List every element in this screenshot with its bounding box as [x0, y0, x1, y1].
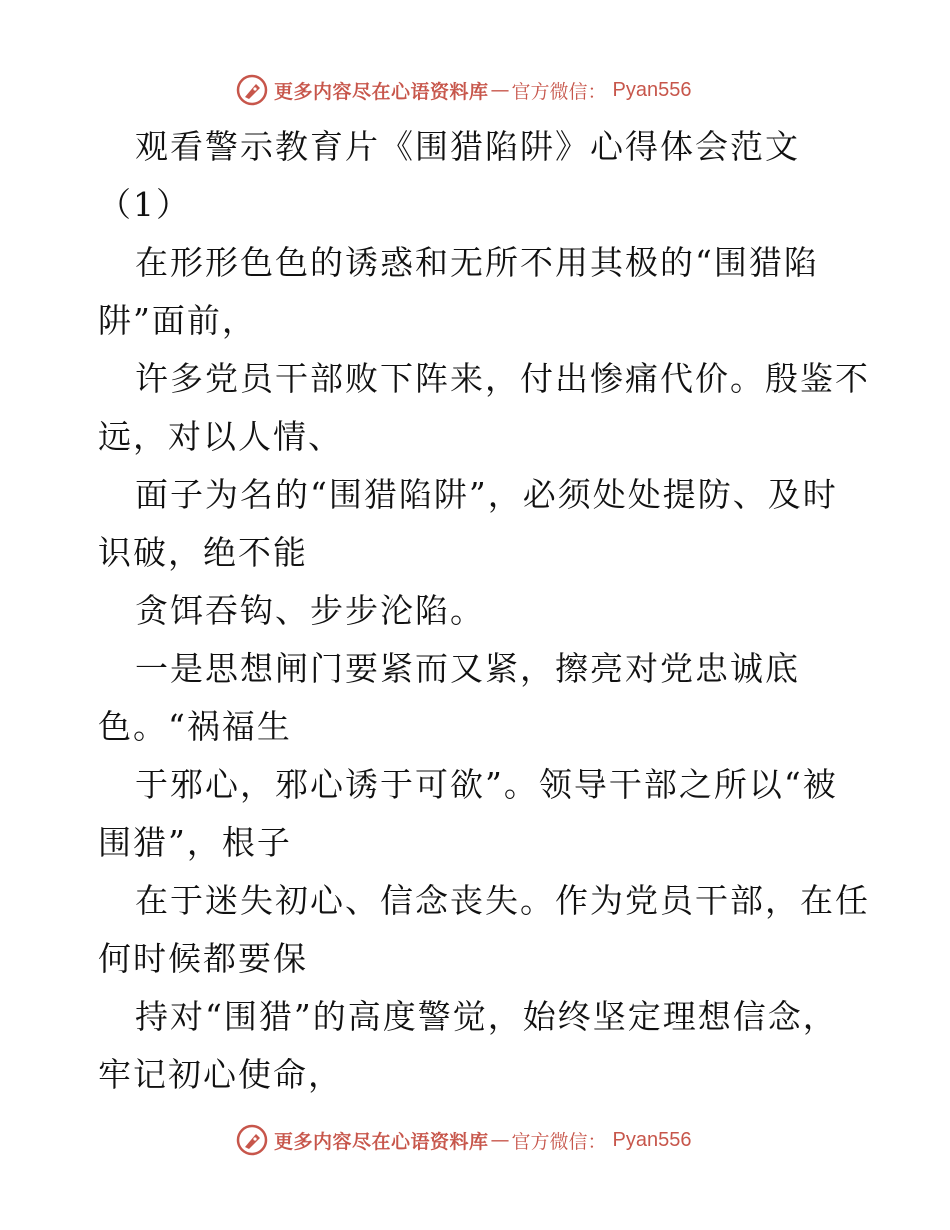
paragraph-line: 牢记初心使命， — [98, 1055, 343, 1094]
banner-dash: — — [490, 79, 510, 101]
paragraph-line: 在于迷失初心、信念丧失。作为党员干部，在任 — [135, 881, 870, 920]
footer-banner — [236, 1122, 692, 1158]
header-banner — [236, 72, 692, 108]
paragraph-line: 面子为名的“围猎陷阱”，必须处处提防、及时 — [135, 475, 838, 514]
banner-brand-text: 更多内容尽在心语资料库 — [274, 1130, 489, 1153]
paragraph-line: 阱”面前， — [98, 301, 257, 340]
pen-nib-logo-icon — [236, 1124, 268, 1156]
banner-wechat-id: Pyan556 — [612, 78, 692, 101]
paragraph-line: 于邪心，邪心诱于可欲”。领导干部之所以“被 — [135, 765, 838, 804]
paragraph-line: 一是思想闸门要紧而又紧，擦亮对党忠诚底 — [135, 649, 800, 688]
paragraph-line: 持对“围猎”的高度警觉，始终坚定理想信念， — [135, 997, 838, 1036]
paragraph-line: 围猎”，根子 — [98, 823, 292, 862]
pen-nib-logo-icon — [236, 74, 268, 106]
paragraph-line: 远，对以人情、 — [98, 417, 343, 456]
banner-dash: — — [490, 1129, 510, 1151]
banner-brand-text: 更多内容尽在心语资料库 — [274, 80, 489, 103]
paragraph-line: 色。“祸福生 — [98, 707, 292, 746]
document-title: 观看警示教育片《围猎陷阱》心得体会范文 — [135, 127, 800, 166]
banner-wechat-id: Pyan556 — [612, 1128, 692, 1151]
paragraph-line: 在形形色色的诱惑和无所不用其极的“围猎陷 — [135, 243, 819, 282]
paragraph-line: 何时候都要保 — [98, 939, 308, 978]
document-body — [98, 118, 870, 1104]
document-title-number: （1） — [98, 185, 191, 224]
banner-wechat-label: 官方微信： — [511, 1130, 607, 1153]
paragraph-line: 贪饵吞钩、步步沦陷。 — [135, 591, 485, 630]
paragraph-line: 许多党员干部败下阵来，付出惨痛代价。殷鉴不 — [135, 359, 870, 398]
banner-wechat-label: 官方微信： — [511, 80, 607, 103]
paragraph-line: 识破，绝不能 — [98, 533, 308, 572]
